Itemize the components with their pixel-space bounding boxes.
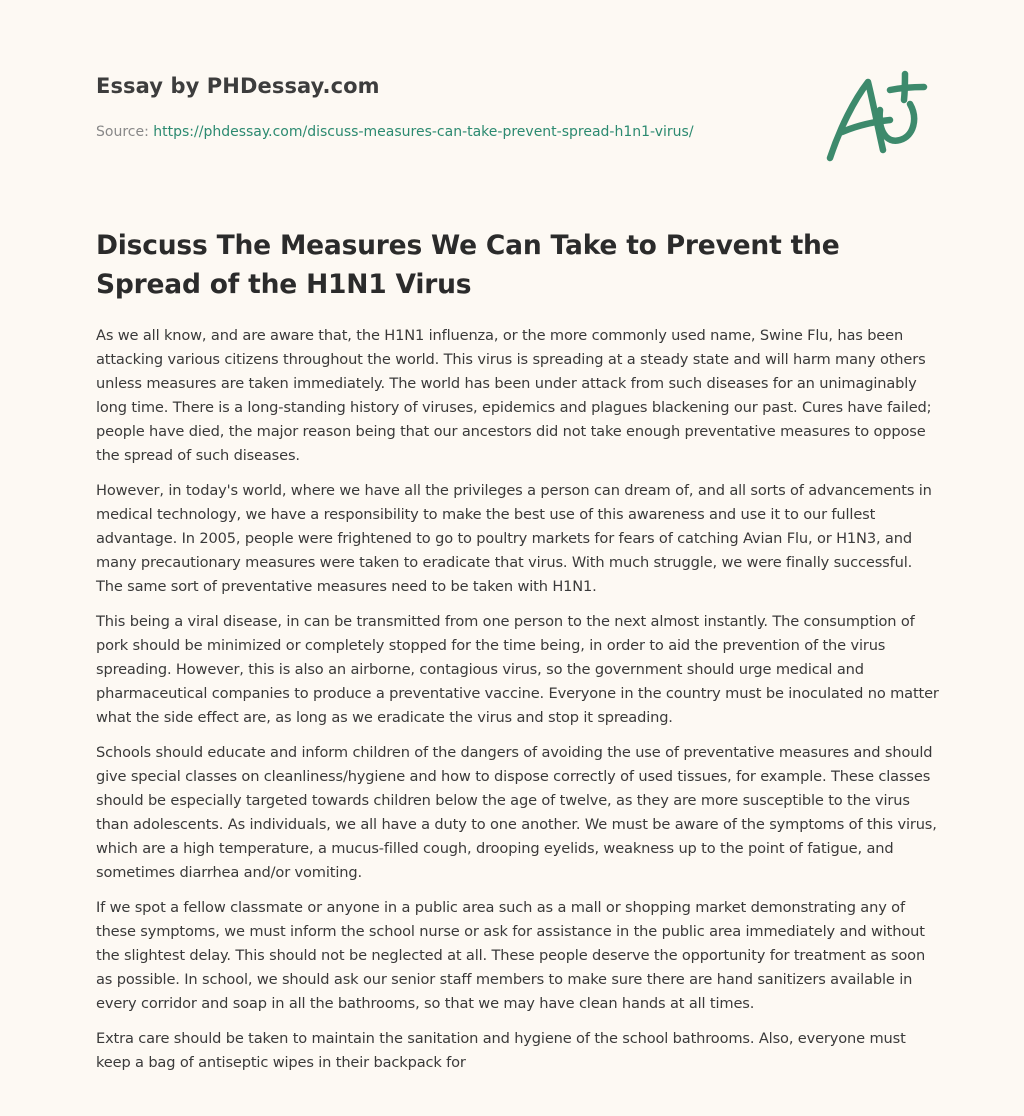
source-line bbox=[96, 124, 796, 140]
source-label: Source: bbox=[96, 124, 149, 140]
essay-header bbox=[96, 74, 796, 140]
a-plus-grade-icon bbox=[820, 66, 932, 166]
essay-paragraph: If we spot a fellow classmate or anyone in a public area such as a mall or shopping market demonstrating any of these symptoms, we must inform the school nurse or ask for assistance in the public area immediately and without the slightest delay. This should not be neglected at all. These people deserve the opportunity for treatment as soon as possible. In school, we should ask our senior staff members to make sure there are hand sanitizers available in every corridor and soap in all the bathrooms, so that we may have clean hands at all times. bbox=[96, 899, 926, 1012]
essay-paragraph: As we all know, and are aware that, the H1N1 influenza, or the more commonly used name, Swine Flu, has been attacking various citizens throughout the world. This virus is spreading at a steady state and will harm many others unless measures are taken immediately. The world has been under attack from such diseases for an unimaginably long time. There is a long-standing history of viruses, epidemics and plagues blackening our past. Cures have failed; people have died, the major reason being that our ancestors did not take enough preventative measures to oppose the spread of such diseases. bbox=[96, 327, 932, 464]
essay-paragraph: This being a viral disease, in can be transmitted from one person to the next almost instantly. The consumption of pork should be minimized or completely stopped for the time being, in order to aid the prevention of the virus spreading. However, this is also an airborne, contagious virus, so the government should urge medical and pharmaceutical companies to produce a preventative vaccine. Everyone in the country must be inoculated no matter what the side effect are, as long as we eradicate the virus and stop it spreading. bbox=[96, 613, 939, 726]
essay-paragraph: Schools should educate and inform children of the dangers of avoiding the use of preventative measures and should give special classes on cleanliness/hygiene and how to dispose correctly of used tissues, for example. These classes should be especially targeted towards children below the age of twelve, as they are more susceptible to the virus than adolescents. As individuals, we all have a duty to one another. We must be aware of the symptoms of this virus, which are a high temperature, a mucus-filled cough, drooping eyelids, weakness up to the point of fatigue, and sometimes diarrhea and/or vomiting. bbox=[96, 744, 937, 881]
essay-paragraph: Extra care should be taken to maintain the sanitation and hygiene of the school bathrooms. Also, everyone must keep a bag of antiseptic wipes in their backpack for bbox=[96, 1030, 906, 1071]
essay-body bbox=[96, 324, 942, 1086]
site-title: Essay by PHDessay.com bbox=[96, 74, 380, 98]
essay-paragraph: However, in today's world, where we have all the privileges a person can dream of, and all sorts of advancements in medical technology, we have a responsibility to make the best use of this awareness and use it to our fullest advantage. In 2005, people were frightened to go to poultry markets for fears of catching Avian Flu, or H1N3, and many precautionary measures were taken to eradicate that virus. With much struggle, we were finally successful. The same sort of preventative measures need to be taken with H1N1. bbox=[96, 482, 932, 595]
essay-title: Discuss The Measures We Can Take to Prevent the Spread of the H1N1 Virus bbox=[96, 230, 840, 300]
source-link[interactable]: https://phdessay.com/discuss-measures-can-take-prevent-spread-h1n1-virus/ bbox=[153, 124, 694, 140]
